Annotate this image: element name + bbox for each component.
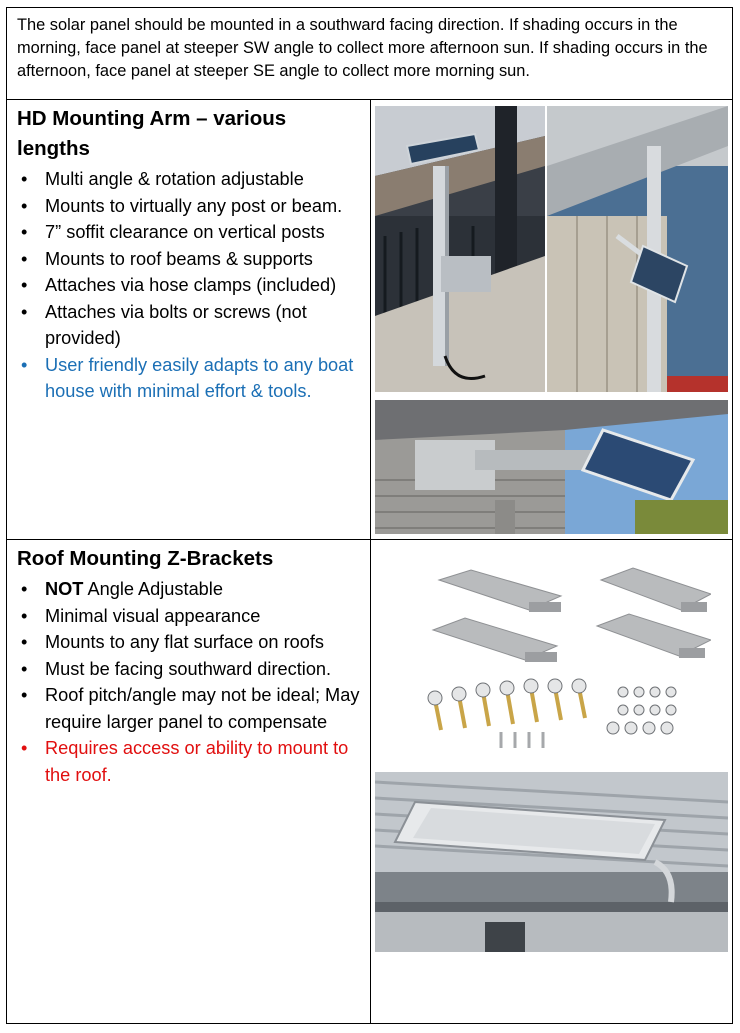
brackets-heading: Roof Mounting Z-Brackets (17, 547, 274, 570)
arm-bullet: • Attaches via bolts or screws (not provided) (17, 299, 362, 352)
arm-highlight-bullet: • User friendly easily adapts to any boat house with minimal effort & tools. (17, 352, 362, 405)
arm-bullet: • Mounts to roof beams & supports (17, 246, 362, 273)
brackets-bullet (17, 576, 362, 603)
arm-bullet-list (17, 166, 362, 405)
arm-post-photo (375, 106, 545, 392)
arm-text-cell (7, 100, 371, 539)
brackets-highlight-bullet: • Requires access or ability to mount to the roof. (17, 735, 362, 788)
not-bullet-rest: Angle Adjustable (83, 579, 223, 599)
document-table (6, 7, 733, 1024)
row-z-brackets (7, 540, 732, 1024)
brackets-text-cell (7, 540, 371, 1024)
brackets-bullet: • Roof pitch/angle may not be ideal; May require larger panel to compensate (17, 682, 362, 735)
brackets-bullet: • Must be facing southward direction. (17, 656, 362, 683)
brackets-bullet: • Mounts to any flat surface on roofs (17, 629, 362, 656)
row-mounting-arm (7, 100, 732, 540)
arm-heading: HD Mounting Arm – various lengths (17, 107, 287, 160)
roof-mount-photo (375, 772, 728, 952)
arm-bullet: • Mounts to virtually any post or beam. (17, 193, 362, 220)
brackets-photos-cell (371, 540, 732, 1024)
arm-bullet: • Multi angle & rotation adjustable (17, 166, 362, 193)
intro-cell (7, 8, 732, 100)
brackets-bullet: • Minimal visual appearance (17, 603, 362, 630)
arm-bullet: • Attaches via hose clamps (included) (17, 272, 362, 299)
brackets-bullet-list (17, 576, 362, 788)
arm-eave-photo (375, 400, 728, 534)
arm-bullet: • 7” soffit clearance on vertical posts (17, 219, 362, 246)
arm-photos-cell (371, 100, 732, 539)
arm-beam-photo (547, 106, 728, 392)
intro-text: The solar panel should be mounted in a southward facing direction. If shading occurs in the morning, face panel at steeper SW angle to collect more afternoon sun. If shading occurs in the afternoon, face panel at steeper SE angle to collect more morning sun. (17, 16, 708, 80)
z-bracket-kit-photo (411, 560, 711, 760)
not-emphasis: NOT (45, 579, 84, 599)
